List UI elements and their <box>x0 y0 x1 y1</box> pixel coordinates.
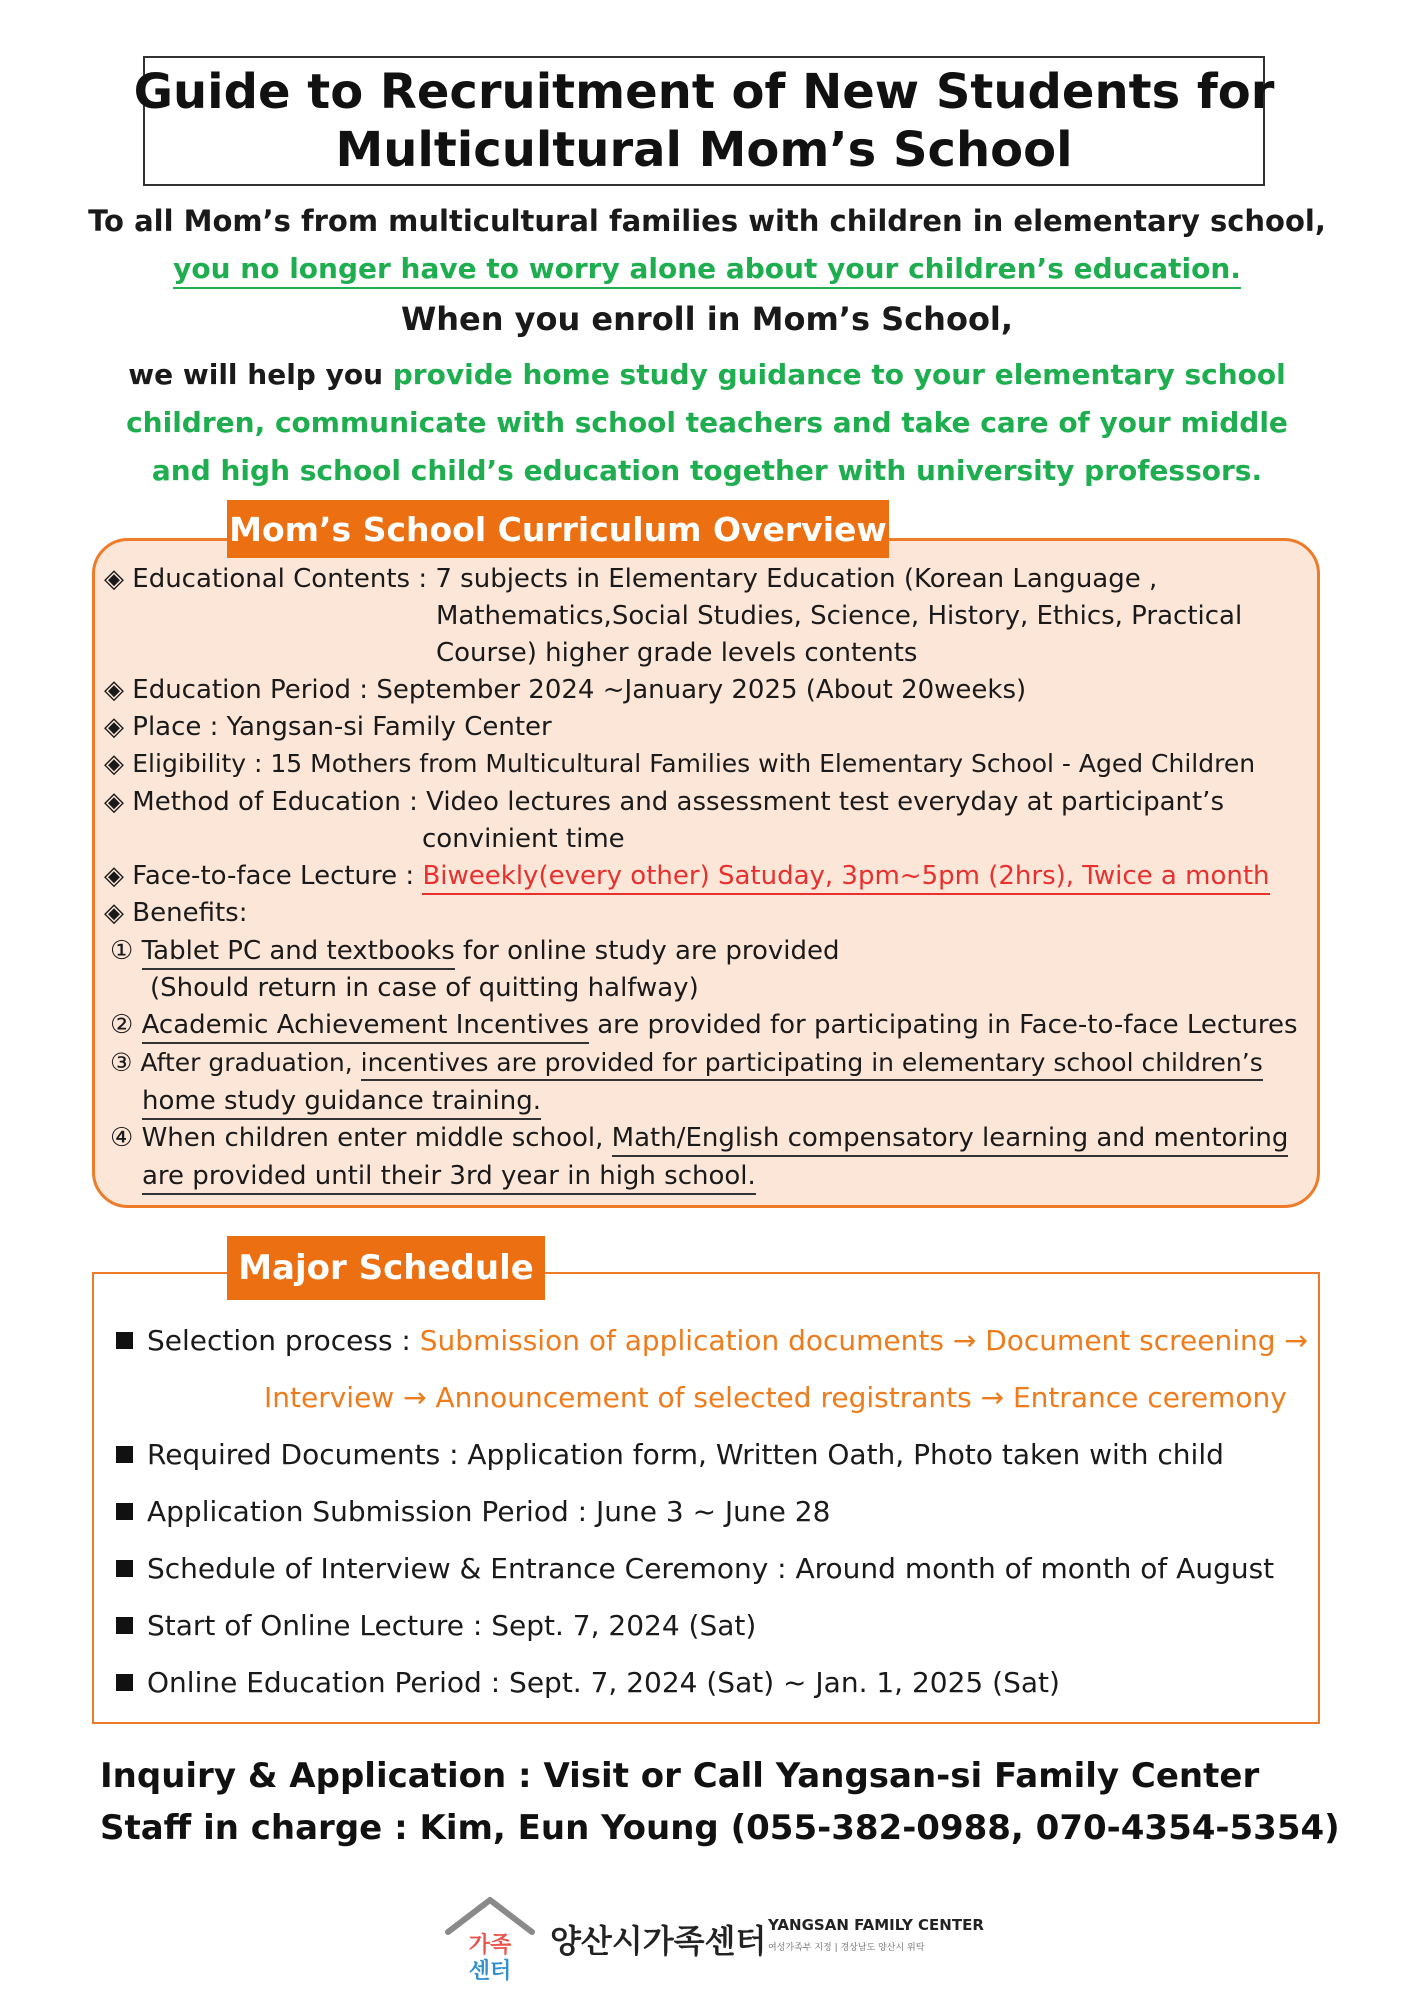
benefit-3-pre: After graduation, <box>140 1048 361 1077</box>
benefit-1-underlined: Tablet PC and textbooks <box>142 936 455 970</box>
benefit-1-rest: for online study are provided <box>454 936 840 966</box>
contents-line-1 <box>104 564 1157 594</box>
eligibility-text: Eligibility : 15 Mothers from Multicultural Families with Elementary School - Aged Children <box>132 749 1256 778</box>
period-line <box>104 675 1026 705</box>
contents-label: Educational Contents : <box>132 564 436 594</box>
benefits-label: Benefits: <box>132 898 248 928</box>
intro-line-4 <box>0 358 1414 391</box>
benefit-3-underlined-2: home study guidance training. <box>142 1086 541 1120</box>
bullet-icon: ◈ <box>104 861 124 891</box>
logo-english-name: YANGSAN FAMILY CENTER <box>768 1916 984 1934</box>
benefit-4-underlined: Math/English compensatory learning and mentoring <box>612 1123 1289 1157</box>
benefit-3-num: ③ <box>110 1048 133 1077</box>
benefit-3-line-2 <box>142 1086 541 1116</box>
intro-line-6: and high school child’s education together with university professors. <box>151 454 1263 487</box>
selection-line-1 <box>116 1324 1308 1357</box>
f2f-value: Biweekly(every other) Satuday, 3pm~5pm (2hrs), Twice a month <box>422 861 1269 895</box>
method-label: Method of Education : <box>132 787 427 817</box>
intro-line-4-black: we will help you <box>128 358 393 391</box>
inquiry-line: Inquiry & Application : Visit or Call Yangsan-si Family Center <box>100 1756 1260 1796</box>
benefit-4-underlined-2: are provided until their 3rd year in high school. <box>142 1161 756 1195</box>
submission-text: Application Submission Period : June 3 ~ June 28 <box>147 1495 831 1528</box>
online-start-text: Start of Online Lecture : Sept. 7, 2024 (Sat) <box>147 1609 757 1642</box>
eligibility-line <box>104 749 1255 779</box>
intro-line-2 <box>0 252 1414 285</box>
bullet-icon: ◈ <box>104 787 124 817</box>
submission-line <box>116 1495 830 1528</box>
selection-value-1: Submission of application documents → Document screening → <box>419 1324 1308 1357</box>
bullet-icon: ◈ <box>104 564 124 594</box>
square-bullet-icon <box>116 1446 133 1463</box>
page-title-line-2: Multicultural Mom’s School <box>335 122 1073 178</box>
benefit-2-rest: are provided for participating in Face-to-face Lectures <box>588 1010 1298 1040</box>
square-bullet-icon <box>116 1617 133 1634</box>
logo-subtitle: 여성가족부 지정 | 경상남도 양산시 위탁 <box>768 1943 925 1953</box>
online-period-line <box>116 1666 1060 1699</box>
documents-text: Required Documents : Application form, Written Oath, Photo taken with child <box>147 1438 1224 1471</box>
logo-mark-top: 가족 <box>468 1933 512 1958</box>
benefit-2 <box>110 1010 1298 1040</box>
intro-line-3: When you enroll in Mom’s School, <box>400 300 1014 338</box>
square-bullet-icon <box>116 1560 133 1577</box>
square-bullet-icon <box>116 1332 133 1349</box>
documents-line <box>116 1438 1224 1471</box>
method-value-1: Video lectures and assessment test everyday at participant’s <box>426 787 1224 817</box>
benefit-2-underlined: Academic Achievement Incentives <box>142 1010 589 1044</box>
logo-mark-bottom: 센터 <box>468 1959 512 1984</box>
intro-line-1: To all Mom’s from multicultural families with children in elementary school, <box>88 204 1326 238</box>
benefit-1-num: ① <box>110 936 134 966</box>
schedule-heading: Major Schedule <box>227 1236 545 1300</box>
curriculum-heading: Mom’s School Curriculum Overview <box>227 500 889 558</box>
page-title-line-1: Guide to Recruitment of New Students for <box>133 64 1275 120</box>
benefit-4-pre: When children enter middle school, <box>141 1123 612 1153</box>
bullet-icon: ◈ <box>104 898 124 928</box>
title-box <box>133 56 1275 186</box>
contents-line-2: Mathematics,Social Studies, Science, History, Ethics, Practical <box>436 601 1243 631</box>
f2f-label: Face-to-face Lecture : <box>132 861 423 891</box>
benefit-1 <box>110 936 839 966</box>
online-period-text: Online Education Period : Sept. 7, 2024 (Sat) ~ Jan. 1, 2025 (Sat) <box>147 1666 1060 1699</box>
intro-line-4-green: provide home study guidance to your elementary school <box>392 358 1286 391</box>
interview-line <box>116 1552 1274 1585</box>
method-line-2: convinient time <box>422 824 625 854</box>
staff-line: Staff in charge : Kim, Eun Young (055-382-0988, 070-4354-5354) <box>100 1808 1340 1848</box>
family-center-logo <box>440 1890 1000 1985</box>
benefit-3-underlined: incentives are provided for participating in elementary school children’s <box>361 1048 1263 1081</box>
benefit-4 <box>110 1123 1288 1153</box>
house-logo-icon <box>440 1890 540 1985</box>
bullet-icon: ◈ <box>104 675 124 705</box>
benefit-4-num: ④ <box>110 1123 134 1153</box>
place-line <box>104 712 552 742</box>
intro-line-2-text: you no longer have to worry alone about your children’s education. <box>173 252 1241 289</box>
benefit-3 <box>110 1048 1263 1077</box>
bullet-icon: ◈ <box>104 712 124 742</box>
contents-value-1: 7 subjects in Elementary Education (Korean Language , <box>435 564 1158 594</box>
benefit-4-line-2 <box>142 1161 756 1191</box>
bullet-icon: ◈ <box>104 749 124 779</box>
period-text: Education Period : September 2024 ~January 2025 (About 20weeks) <box>132 675 1027 705</box>
intro-line-5: children, communicate with school teachers and take care of your middle <box>126 406 1288 439</box>
f2f-line <box>104 861 1270 891</box>
benefits-line <box>104 898 247 928</box>
logo-korean-name: 양산시가족센터 <box>550 1922 767 1960</box>
benefit-1-sub: (Should return in case of quitting halfway) <box>150 973 699 1003</box>
online-start-line <box>116 1609 756 1642</box>
interview-text: Schedule of Interview & Entrance Ceremony : Around month of month of August <box>147 1552 1275 1585</box>
square-bullet-icon <box>116 1674 133 1691</box>
selection-label: Selection process : <box>147 1324 420 1357</box>
method-line-1 <box>104 787 1224 817</box>
benefit-2-num: ② <box>110 1010 134 1040</box>
place-text: Place : Yangsan-si Family Center <box>132 712 552 742</box>
selection-line-2: Interview → Announcement of selected registrants → Entrance ceremony <box>264 1381 1287 1414</box>
square-bullet-icon <box>116 1503 133 1520</box>
contents-line-3: Course) higher grade levels contents <box>436 638 918 668</box>
